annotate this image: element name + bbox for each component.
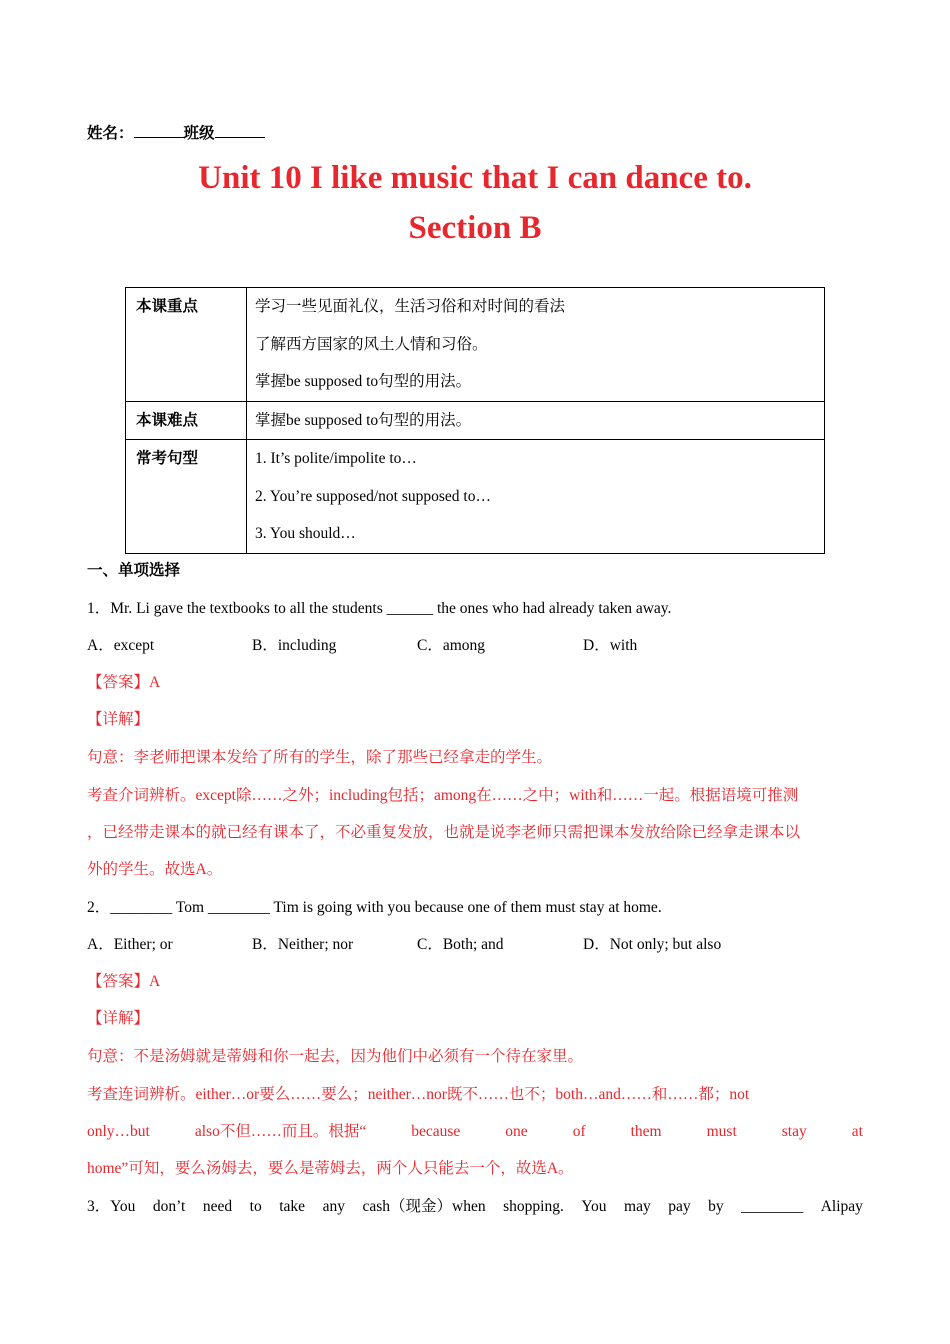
content-line: 2. You’re supposed/not supposed to… [255, 487, 491, 505]
content-line: 了解西方国家的风土人情和习俗。 [255, 335, 488, 353]
content-line: 1. It’s polite/impolite to… [255, 450, 417, 467]
row-content [247, 288, 825, 402]
question-1-explanation-line: 外的学生。故选A。 [87, 861, 223, 878]
row-label: 常考句型 [126, 440, 247, 554]
word: pay [668, 1198, 691, 1215]
word: one [505, 1123, 528, 1140]
row-label: 本课难点 [126, 401, 247, 440]
word: must [706, 1123, 737, 1140]
question-2-explanation-line: home”可知，要么汤姆去，要么是蒂姆去，两个人只能去一个，故选A。 [87, 1160, 574, 1177]
word: at [851, 1123, 863, 1140]
word: don’t [152, 1198, 186, 1215]
word: them [630, 1123, 662, 1140]
lesson-summary-table [125, 287, 825, 554]
content-line: 掌握be supposed to句型的用法。 [255, 373, 472, 390]
section-heading: 一、单项选择 [87, 562, 181, 579]
content-line: 3. You should… [255, 525, 356, 542]
question-1-option-b[interactable]: B．including [252, 637, 337, 654]
question-2-explanation-justified-line [87, 1122, 863, 1142]
name-label: 姓名： [87, 125, 134, 142]
question-2-option-d[interactable]: D．Not only; but also [583, 936, 722, 953]
page-title: Unit 10 I like music that I can dance to. [198, 160, 752, 196]
question-1-stem: 1．Mr. Li gave the textbooks to all the students ______ the ones who had already taken away. [87, 600, 672, 617]
question-2-explanation-line: 考查连词辨析。either…or要么……要么；neither…nor既不……也不；both…and……和……都；not [87, 1086, 750, 1103]
question-1-explanation-line: ，已经带走课本的就已经有课本了，不必重复发放，也就是说李老师只需把课本发放给除已经拿走课本以 [87, 824, 801, 841]
word: may [624, 1198, 651, 1215]
word: also不但……而且。根据“ [194, 1123, 367, 1140]
table-row [126, 401, 825, 440]
name-blank[interactable] [134, 122, 184, 138]
word: by [708, 1198, 724, 1215]
word: need [202, 1198, 233, 1215]
row-content [247, 440, 825, 554]
student-info-line [87, 122, 265, 144]
question-1-option-c[interactable]: C．among [417, 637, 486, 654]
question-2-explanation-line: 句意：不是汤姆就是蒂姆和你一起去，因为他们中必须有一个待在家里。 [87, 1048, 584, 1065]
content-line: 学习一些见面礼仪，生活习俗和对时间的看法 [255, 298, 566, 315]
word: 3．You [87, 1198, 136, 1215]
word: cash（现金）when [362, 1198, 486, 1215]
question-1-explanation-line: 考查介词辨析。except除……之外；including包括；among在……之中；with和……一起。根据语境可推测 [87, 787, 799, 804]
question-1-answer: 【答案】A [87, 674, 161, 691]
word: any [322, 1198, 345, 1215]
row-label: 本课重点 [126, 288, 247, 402]
question-1-option-d[interactable]: D．with [583, 637, 638, 654]
word: take [279, 1198, 306, 1215]
question-1-option-a[interactable]: A．except [87, 637, 155, 654]
content-line: 掌握be supposed to句型的用法。 [255, 411, 472, 429]
word: Alipay [820, 1198, 863, 1215]
row-content [247, 401, 825, 440]
question-2-stem: 2．________ Tom ________ Tim is going with you because one of them must stay at home. [87, 899, 662, 916]
question-2-option-a[interactable]: A．Either; or [87, 936, 173, 953]
question-2-detail-label: 【详解】 [87, 1010, 150, 1027]
class-label: 班级 [183, 125, 215, 142]
word: stay [781, 1123, 807, 1140]
word: to [249, 1198, 262, 1215]
word: because [411, 1123, 461, 1140]
question-1-explanation-line: 句意：李老师把课本发给了所有的学生，除了那些已经拿走的学生。 [87, 749, 553, 766]
word: shopping. [503, 1198, 564, 1215]
question-2-answer: 【答案】A [87, 973, 161, 990]
class-blank[interactable] [215, 122, 265, 138]
word: ________ [741, 1198, 804, 1215]
word: of [572, 1123, 586, 1140]
question-2-option-b[interactable]: B．Neither; nor [252, 936, 354, 953]
question-1-detail-label: 【详解】 [87, 711, 150, 728]
page-subtitle: Section B [408, 210, 542, 246]
table-row [126, 288, 825, 402]
question-2-option-c[interactable]: C．Both; and [417, 936, 504, 953]
table-row [126, 440, 825, 554]
word: You [581, 1198, 607, 1215]
question-3-stem [87, 1197, 863, 1217]
word: only…but [87, 1123, 150, 1140]
